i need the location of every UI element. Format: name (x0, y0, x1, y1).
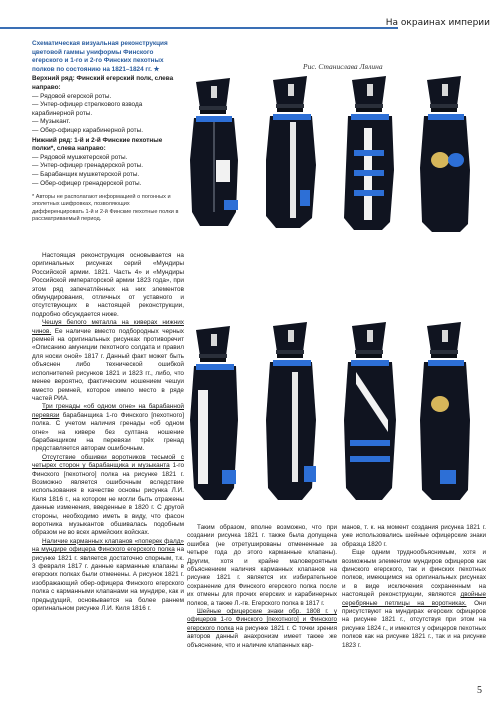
caption-footnote: * Авторы не располагают информацией о погонных и эполетных шифровках, позволяющих дифференцировать 1-й и 2-й Финские пехотные полки в рассматриваемый период. (32, 194, 179, 222)
paragraph-text: барабанщика 1-го Финского [пехотного] полка. С учетом наличия гренады «об одном огне» на кивере без султана ношение барабанщиком на перевязи трёх гренад представляется авторам ошибочным. (32, 411, 184, 453)
underlined-heading: Отсутствие обшивки воротников тесьмой с четырех сторон у барабанщика и музыканта (32, 453, 184, 470)
caption-item: — Унтер-офицер стрелкового взвода карабинерной роты. (32, 101, 143, 117)
paragraph (32, 538, 184, 614)
caption-item: — Рядовой мушкетерской роты. (32, 153, 128, 161)
paragraph (32, 319, 184, 403)
page-number: 5 (477, 685, 482, 696)
illustration-credit: Рис. Станислава Лялина (303, 62, 383, 71)
paragraph (32, 454, 184, 538)
underlined-heading: Наличие карманных клапанов «поперек фалд» на мундире офицера Финского егерского полка (32, 537, 184, 554)
figure-infantry-private (190, 326, 238, 500)
underlined-heading: Три гренады «об одном огне» на барабанной перевязи (32, 403, 184, 419)
paragraph: Таким образом, вполне возможно, что при создании рисунка 1821 г. также была допущена ошибка (не отретушированы отмененные за четыре года до этого карманные клапаны). Другим, хотя и крайне маловероятным объяснением наличия карманных клапанов на рисунке 1821 г. является их избирательное сохранение для Финского егерского полка после их отмены для прочих егерских и карабинерных полков, а также Л.-гв. Егерского полка в 1817 г. (187, 524, 337, 607)
text-column-2 (187, 524, 337, 650)
paragraph (32, 403, 184, 453)
underlined-heading: Чешуя белого металла на киверах нижних чинов. (32, 319, 184, 335)
figure-jager-musician (344, 76, 394, 230)
figure-jager-officer (420, 76, 470, 232)
figure-caption (32, 40, 182, 223)
caption-item: — Барабанщик мушкетерской роты. (32, 170, 140, 178)
figure-infantry-drummer (344, 322, 396, 500)
paragraph: Настоящая реконструкция основывается на оригинальных рисунках серий «Мундиры Российской армии. 1821. Часть 4» и «Мундиры Российской императорской армии 1823 года», при этом ряд запечатлённых на них элементов обмундирования, отличных от уставного и отсутствующих в настоящей реконструкции, подробно обсуждается ниже. (32, 252, 184, 318)
text-column-1 (32, 252, 184, 613)
caption-item: — Обер-офицер карабинерной роты. (32, 126, 143, 134)
paragraph (342, 549, 486, 650)
caption-item: — Унтер-офицер гренадерской роты. (32, 162, 143, 170)
paragraph-text: Еще одним труднообъяснимым, хотя и возможным элементом мундиров офицеров как финского егерского, так и финских пехотных полков, имеющимся на оригинальных рисунках и в виде исключения сохраненным на настоящей реконструкции, являются (342, 549, 486, 599)
paragraph (187, 608, 337, 650)
caption-top-row-heading: Верхний ряд: Финский егерский полк, слева направо: (32, 75, 174, 91)
caption-item: — Музыкант. (32, 118, 71, 126)
text-column-3 (342, 524, 486, 650)
paragraph-text: 1-го Финского [пехотного] полка на рисунке 1821 г. Возможно является ошибочным вследствие использования в качестве основы рисунка Л.И. Киля 1816 г., на котором не могли быть отражены данные изменения, введенные в 1820 г. С другой стороны, необходимо иметь в виду, что фасон воротника музыкантов обшивалась подобным образом не во всех армейских войсках. (32, 462, 184, 537)
figure-jager-nco (266, 76, 316, 228)
header-rule (0, 27, 398, 29)
underlined-heading: двойные серебряные петлицы на воротниках. (342, 591, 486, 607)
running-header (0, 14, 500, 28)
paragraph-text: Они присутствуют на мундирах егерских офицеров на рисунке 1821 г., отсутствуя при этом на рисунке 1824 г., и имеются у офицеров пехотных полков как на рисунке 1821 г., так и на рисунке 1823 г. (342, 599, 486, 649)
running-header-title: На окраинах империи (385, 18, 490, 28)
caption-title: Схематическая визуальная реконструкция цветовой гаммы униформы Финского егерского и 1-го и 2-го Финских пехотных полков по состоянию на 1821–1824 гг. ★ (32, 40, 168, 73)
paragraph-text: на рисунке 1821 г. является достаточно спорным, т.к. 3 февраля 1817 г. данные карманные клапаны в егерских полках были отменены. А рисунок 1821 г. изображающий обер-офицера Финского егерского полка с карманными клапанами на мундире, как и предыдущий, основывается на более раннем оригинальном рисунке Л.И. Киля 1816 г. (32, 546, 184, 613)
paragraph: манов, т. к. на момент создания рисунка 1821 г. уже использовались шейные офицерские знаки образца 1820 г. (342, 524, 486, 548)
underlined-heading: Шейные офицерские знаки обр. 1808 г. у офицеров 1-го Финского [пехотного] и Финского егерского полка (187, 608, 337, 632)
paragraph-text: Ее наличие вместо подбородных черных ремней на оригинальных рисунках противоречит «Описанию амуниции пехотного солдата и правил для носки оной» 1817 г. Данный факт может быть объяснен либо технической ошибкой исполнителей рисунков 1821 и 1823 гг., либо, что менее вероятно, фактическим ношением чешуи вместо ремней, которое имело место в ряде частей РИА. (32, 327, 184, 402)
caption-item: — Обер-офицер гренадерской роты. (32, 179, 142, 187)
caption-bottom-row-heading: Нижний ряд: 1-й и 2-й Финские пехотные полки*, слева направо: (32, 136, 163, 153)
paragraph-text: на рисунке 1821 г. С точки зрения авторов данный анахронизм имеет также же объяснение, что и наличие клапанных кар- (187, 624, 337, 649)
caption-item: — Рядовой егерской роты. (32, 92, 112, 100)
figure-jager-private (190, 78, 238, 226)
figure-infantry-officer (420, 322, 470, 500)
figure-infantry-nco (266, 322, 316, 500)
